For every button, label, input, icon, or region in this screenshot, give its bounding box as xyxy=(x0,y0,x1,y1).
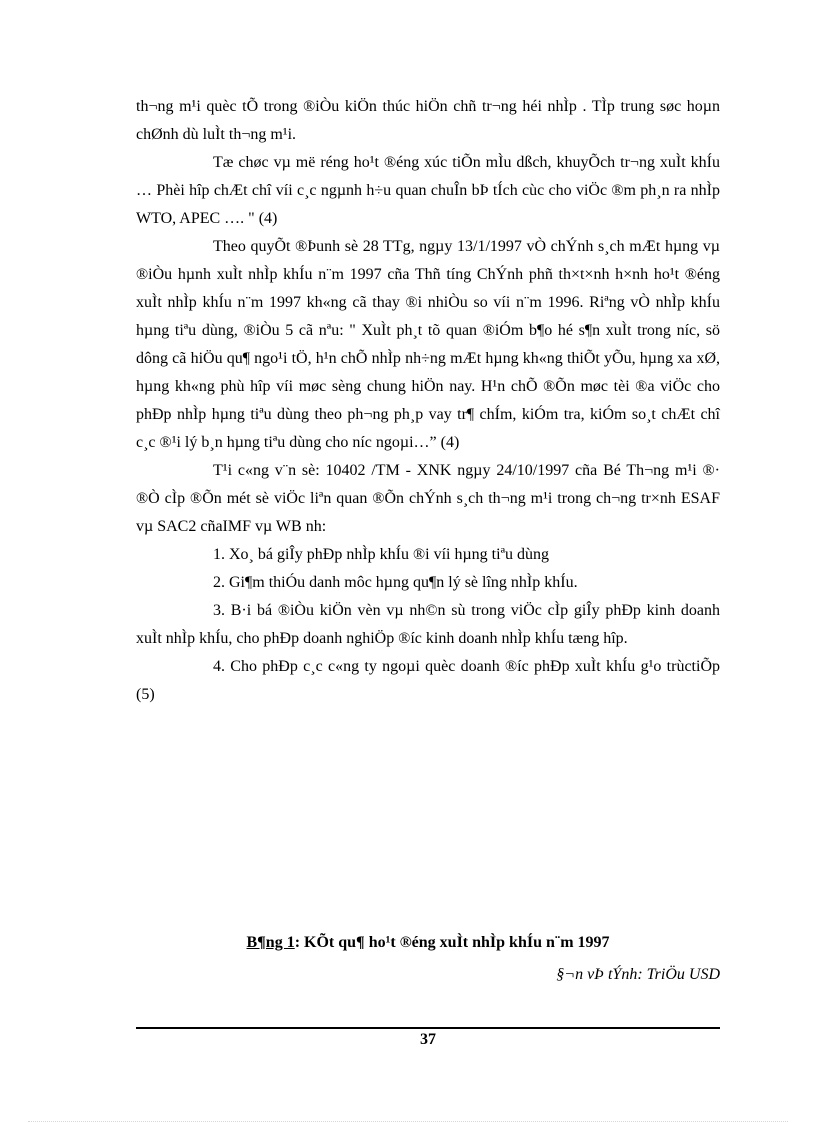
table-caption-label: B¶ng 1 xyxy=(246,934,295,951)
paragraph-3: Theo quyÕt ®Þunh sè 28 TTg, ngµy 13/1/1997 vÒ chÝnh s¸ch mÆt hµng vµ ®iÒu hµnh xuÌt nhÌp khÍu n¨m 1997 cña Thñ tíng ChÝnh phñ th×t×nh h×nh ho¹t ®éng xuÌt nhÌp khÍu n¨m 1997 kh«ng cã thay ®i nhiÒu so víi n¨m 1996. Riªng vÒ nhÌp khÍu hµng tiªu dùng, ®iÒu 5 cã nªu: " XuÌt ph¸t tõ quan ®iÓm b¶o hé s¶n xuÌt trong níc, sö dông cã hiÖu qu¶ ngo¹i tÖ, h¹n chÕ nhÌp nh÷ng mÆt hµng kh«ng thiÕt yÕu, hµng xa xØ, hµng kh«ng phù hîp víi møc sèng chung hiÖn nay. H¹n chÕ ®Õn møc tèi ®a viÖc cho phÐp nhÌp hµng tiªu dùng theo ph¬ng ph¸p vay tr¶ chÍm, kiÓm tra, kiÓm so¸t chÆt chî c¸c ®¹i lý b¸n hµng tiªu dùng cho níc ngoµi…” (4) xyxy=(136,238,720,451)
list-item-2: 2. Gi¶m thiÓu danh môc hµng qu¶n lý sè lîng nhÌp khÍu. xyxy=(213,574,578,591)
table-caption xyxy=(136,934,720,952)
list-item-1: 1. Xo¸ bá giÎy phÐp nhÌp khÍu ®i víi hµng tiªu dùng xyxy=(213,546,549,563)
page-edge-divider xyxy=(28,1121,788,1122)
list-item-3: 3. B·i bá ®iÒu kiÖn vèn vµ nh©n sù trong viÖc cÌp giÎy phÐp kinh doanh xuÌt nhÌp khÍu, cho phÐp doanh nghiÖp ®íc kinh doanh nhÌp khÍu tæng hîp. xyxy=(136,602,720,647)
paragraph-4: T¹i c«ng v¨n sè: 10402 /TM - XNK ngµy 24/10/1997 cña Bé Th¬ng m¹i ®· ®Ò cÌp ®Õn mét sè viÖc liªn quan ®Õn chÝnh s¸ch th¬ng m¹i trong ch¬ng tr×nh ESAF vµ SAC2 cñaIMF vµ WB nh: xyxy=(136,462,720,535)
footer-rule xyxy=(136,1027,720,1029)
unit-note: §¬n vÞ tÝnh: TriÖu USD xyxy=(556,966,720,983)
paragraph-1: th¬ng m¹i quèc tÕ trong ®iÒu kiÖn thúc hiÖn chñ tr¬ng héi nhÌp . TÌp trung søc hoµn chØnh dù luÌt th¬ng m¹i. xyxy=(136,98,720,143)
list-item-4: 4. Cho phÐp c¸c c«ng ty ngoµi quèc doanh ®íc phÐp xuÌt khÍu g¹o trùctiÕp (5) xyxy=(136,658,720,703)
table-caption-text: : KÕt qu¶ ho¹t ®éng xuÌt nhÌp khÍu n¨m 1997 xyxy=(294,934,610,951)
paragraph-2: Tæ chøc vµ më réng ho¹t ®éng xúc tiÕn mÌu dßch, khuyÕch tr¬ng xuÌt khÍu … Phèi hîp chÆt chî víi c¸c ngµnh h÷u quan chuÎn bÞ tÍch cùc cho viÖc ®m ph¸n ra nhÌp WTO, APEC …. " (4) xyxy=(136,154,720,227)
body-text xyxy=(136,93,720,709)
page-number: 37 xyxy=(420,1031,436,1048)
